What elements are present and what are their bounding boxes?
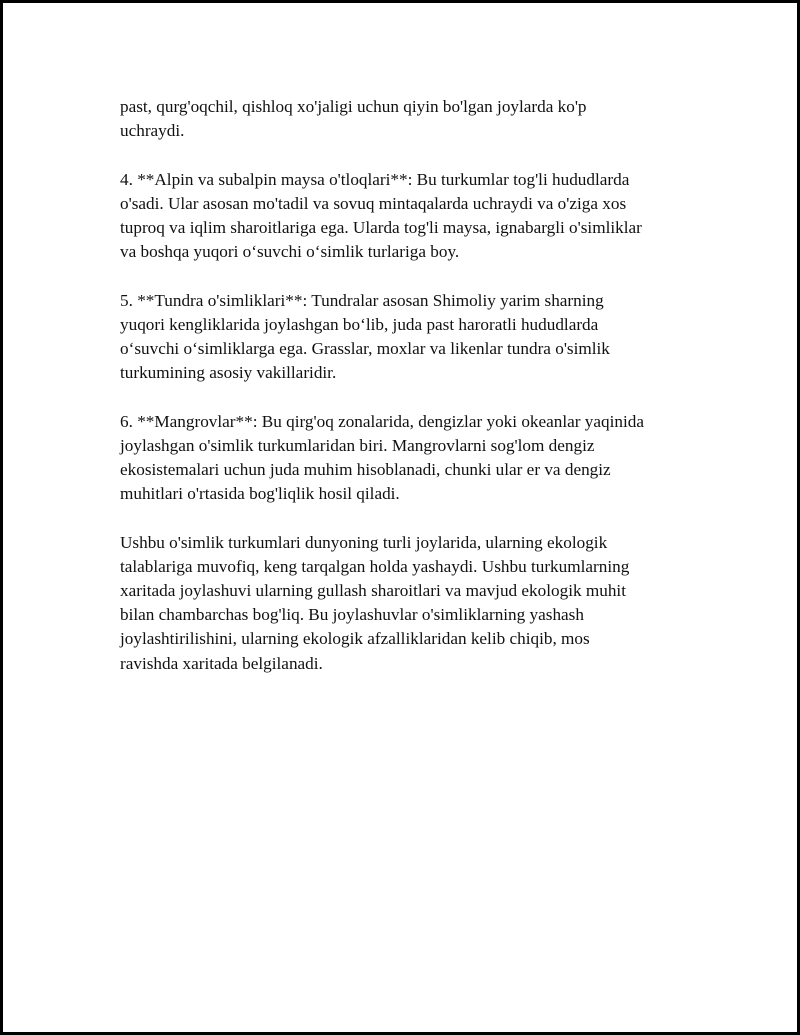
- document-body: [120, 95, 705, 700]
- text-line: talablariga muvofiq, keng tarqalgan holda yashaydi. Ushbu turkumlarning: [120, 556, 630, 576]
- text-line: va boshqa yuqori o‘suvchi o‘simlik turlariga boy.: [120, 242, 460, 262]
- text-line: 6. **Mangrovlar**: Bu qirg'oq zonalarida, dengizlar yoki okeanlar yaqinida: [120, 411, 644, 431]
- text-line: muhitlari o'rtasida bog'liqlik hosil qiladi.: [120, 484, 400, 504]
- text-line: o‘suvchi o‘simliklarga ega. Grasslar, moxlar va likenlar tundra o'simlik: [120, 339, 610, 358]
- text-line: turkumining asosiy vakillaridir.: [120, 363, 337, 383]
- text-line: o'sadi. Ular asosan mo'tadil va sovuq mintaqalarda uchraydi va o'ziga xos: [120, 193, 627, 213]
- text-line: Ushbu o'simlik turkumlari dunyoning turli joylarida, ularning ekologik: [120, 532, 608, 552]
- paragraph-tundra: [120, 289, 705, 386]
- text-line: joylashtirilishini, ularning ekologik afzalliklaridan kelib chiqib, mos: [120, 629, 590, 649]
- text-line: uchraydi.: [120, 121, 185, 141]
- text-line: bilan chambarchas bog'liq. Bu joylashuvlar o'simliklarning yashash: [120, 605, 584, 625]
- paragraph-alpine-meadows: [120, 168, 705, 265]
- text-line: tuproq va iqlim sharoitlariga ega. Ularda tog'li maysa, ignabargli o'simliklar: [120, 218, 642, 237]
- text-line: ekosistemalari uchun juda muhim hisoblanadi, chunki ular er va dengiz: [120, 460, 611, 479]
- text-line: past, qurg'oqchil, qishloq xo'jaligi uchun qiyin bo'lgan joylarda ko'p: [120, 97, 587, 116]
- paragraph-continuation: [120, 95, 705, 143]
- text-line: xaritada joylashuvi ularning gullash sharoitlari va mavjud ekologik muhit: [120, 581, 626, 600]
- paragraph-mangroves: [120, 410, 705, 507]
- text-line: joylashgan o'simlik turkumlaridan biri. Mangrovlarni sog'lom dengiz: [120, 435, 595, 455]
- text-line: 4. **Alpin va subalpin maysa o'tloqlari**: Bu turkumlar tog'li hududlarda: [120, 169, 630, 189]
- paragraph-conclusion: [120, 531, 705, 676]
- text-line: yuqori kengliklarida joylashgan bo‘lib, juda past haroratli hududlarda: [120, 314, 599, 334]
- text-line: ravishda xaritada belgilanadi.: [120, 653, 323, 673]
- text-line: 5. **Tundra o'simliklari**: Tundralar asosan Shimoliy yarim sharning: [120, 290, 604, 310]
